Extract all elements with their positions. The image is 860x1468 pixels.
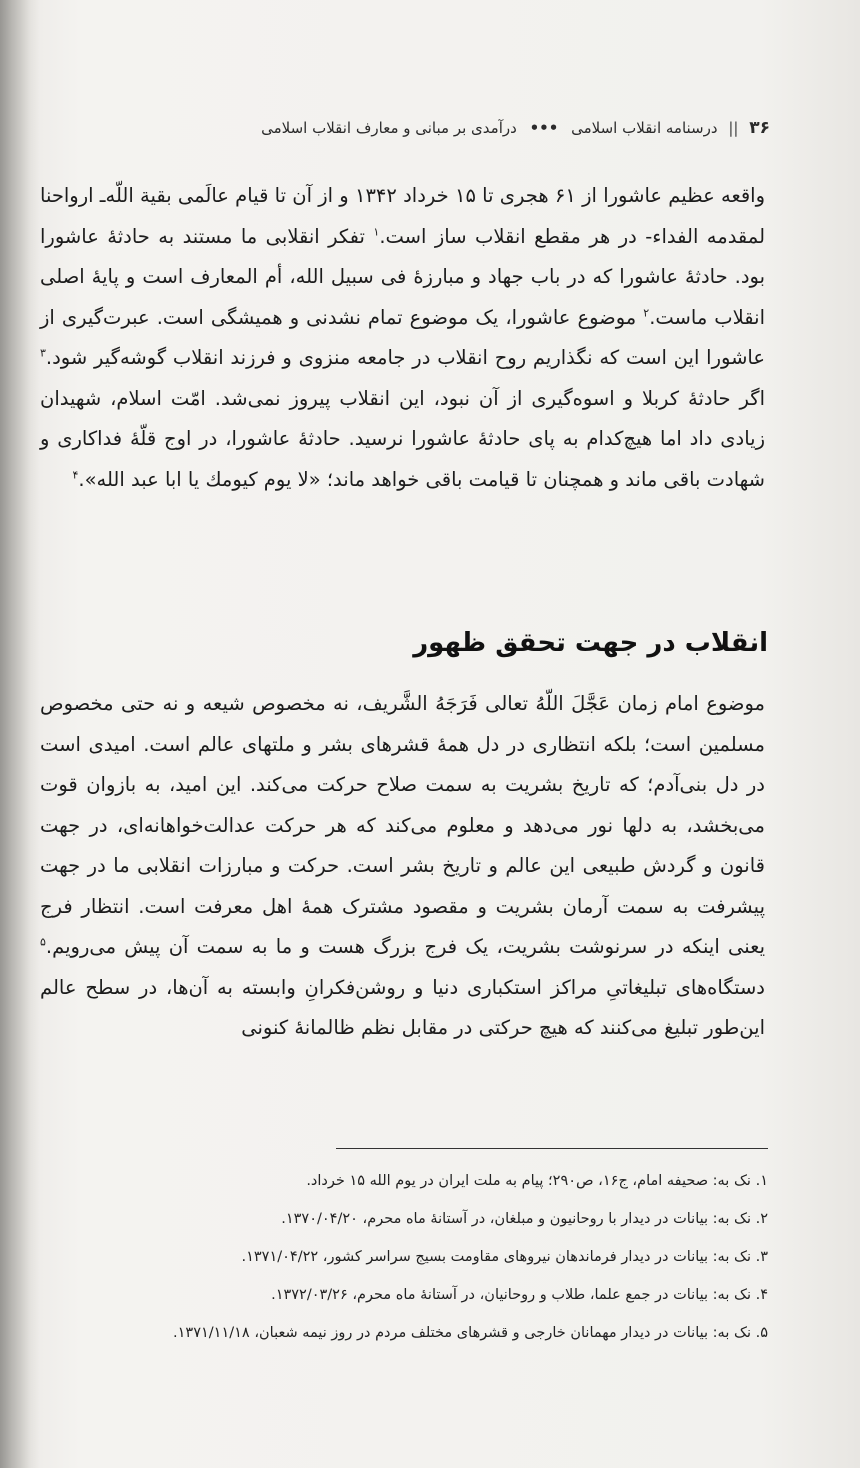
footnote-ref-2: ۲ bbox=[643, 306, 650, 319]
page-spine-shadow bbox=[0, 0, 30, 1468]
text-segment: تفکر انقلابی ما مستند به حادثهٔ عاشورا بود. حادثهٔ عاشورا که در باب جهاد و مبارزهٔ فی سبیل الله، أم المعارف است و پایهٔ اصلی انقلاب ماست. bbox=[40, 224, 765, 329]
footnote-ref-5: ۵ bbox=[40, 935, 46, 949]
header-separator: || bbox=[728, 119, 739, 137]
paragraph-ashura bbox=[40, 176, 765, 500]
footnote-ref-3: ۳ bbox=[40, 346, 46, 360]
page-number: ۳۶ bbox=[749, 118, 770, 138]
footnote-1: ۱. نک به: صحیفه امام، ج۱۶، ص۲۹۰؛ پیام به ملت ایران در یوم الله ۱۵ خرداد. bbox=[306, 1173, 768, 1189]
footnote-divider bbox=[336, 1148, 768, 1149]
section-zuhur-text bbox=[40, 684, 765, 1049]
footnote-ref-1: ۱ bbox=[373, 225, 380, 238]
text-segment: دستگاه‌های تبلیغاتیِ مراکز استکباری دنیا و روشن‌فکرانِ وابسته به آن‌ها، در سطح عالم این‌طور تبلیغ می‌کنند که هیچ حرکتی در مقابل نظم ظالمانهٔ کنونی bbox=[40, 975, 765, 1039]
footnote-3: ۳. نک به: بیانات در دیدار فرماندهان نیروهای مقاومت بسیج سراسر کشور، ۱۳۷۱/۰۴/۲۲. bbox=[241, 1249, 768, 1265]
footnote-ref-4: ۴ bbox=[72, 468, 79, 481]
section-heading: انقلاب در جهت تحقق ظهور bbox=[413, 628, 768, 658]
text-segment: اگر حادثهٔ کربلا و اسوه‌گیری از آن نبود، این انقلاب پیروز نمی‌شد. امّت اسلام، شهیدان زیادی داد اما هیچ‌کدام به پای حادثهٔ عاشورا نرسید. حادثهٔ عاشورا، در اوج قلّهٔ فداکاری و شهادت باقی ماند و همچنان تا قیامت باقی خواهد ماند؛ «لا یوم کیومك یا ابا عبد الله». bbox=[40, 386, 765, 491]
paragraph-zuhur bbox=[40, 684, 765, 1049]
book-title: درسنامه انقلاب اسلامی bbox=[571, 119, 718, 137]
footnote-5: ۵. نک به: بیانات در دیدار مهمانان خارجی و قشرهای مختلف مردم در روز نیمه شعبان، ۱۳۷۱/۱۱/۱۸. bbox=[173, 1325, 768, 1341]
footnotes-list bbox=[40, 1162, 768, 1352]
footnote-4: ۴. نک به: بیانات در جمع علما، طلاب و روحانیان، در آستانهٔ ماه محرم، ۱۳۷۲/۰۳/۲۶. bbox=[271, 1287, 768, 1303]
footnote-2: ۲. نک به: بیانات در دیدار با روحانیون و مبلغان، در آستانهٔ ماه محرم، ۱۳۷۰/۰۴/۲۰. bbox=[281, 1211, 768, 1227]
chapter-title: درآمدی بر مبانی و معارف انقلاب اسلامی bbox=[261, 119, 517, 137]
running-header bbox=[261, 118, 770, 158]
text-segment: موضوع عاشورا، یک موضوع تمام نشدنی و همیشگی است. عبرت‌گیری از عاشورا این است که نگذاریم روح انقلاب در جامعه منزوی و فرزند انقلاب گوشه‌گیر شود. bbox=[40, 305, 765, 369]
text-segment: واقعه عظیم عاشورا از ۶۱ هجری تا ۱۵ خرداد ۱۳۴۲ و از آن تا قیام عالَمی بقیة اللّه‌ـ ارواحنا لمقدمه الفداء- در هر مقطع انقلاب ساز است. bbox=[40, 184, 766, 248]
text-segment: موضوع امام زمان عَجَّلَ اللّهُ تعالی فَرَجَهُ الشَّریف، نه مخصوص شیعه و نه حتی مخصوص مسلمین است؛ بلکه انتظاری در دل همهٔ قشرهای بشر و ملتهای عالم است. امیدی است در دل بنی‌آدم؛ که تاریخ بشریت به سمت صلاح حرکت می‌کند. این امید، به بازوان قوت می‌بخشد، به دلها نور می‌دهد و معلوم می‌کند که هر حرکت عدالت‌خواهانه‌ای، در جهت قانون و گردش طبیعی این عالم و تاریخ بشر است. حرکت و مبارزات انقلابی ما در جهت پیشرفت به سمت آرمان بشریت و مقصود مشترک همهٔ اهل معرفت است. انتظار فرج یعنی اینکه در سرنوشت بشریت، یک فرج بزرگ هست و ما به سمت آن پیش می‌رویم. bbox=[40, 692, 765, 958]
header-dots: ••• bbox=[529, 119, 559, 137]
section-ashura-text bbox=[40, 176, 765, 500]
